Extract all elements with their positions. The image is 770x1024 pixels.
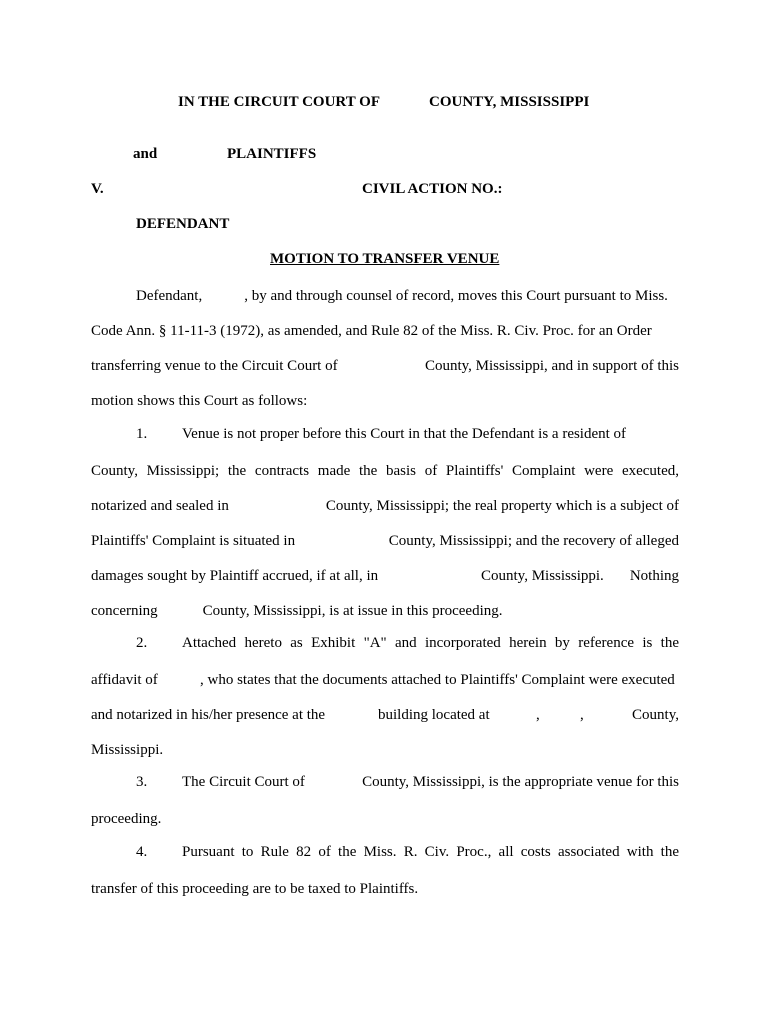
paragraph-text: County, Mississippi. bbox=[481, 568, 604, 584]
paragraph-1-line-6 bbox=[91, 601, 679, 621]
paragraph-1-line-5 bbox=[91, 566, 679, 586]
intro-line-3 bbox=[91, 356, 679, 376]
paragraph-text: Nothing bbox=[629, 568, 679, 584]
paragraph-text: concerning bbox=[91, 603, 158, 619]
paragraph-2-line-2 bbox=[91, 670, 679, 690]
paragraph-text: and notarized in his/her presence at the bbox=[91, 707, 326, 723]
paragraph-number-3: 3. bbox=[136, 774, 148, 790]
civil-action-number: CIVIL ACTION NO.: bbox=[362, 181, 503, 197]
intro-text: transferring venue to the Circuit Court of bbox=[91, 358, 338, 374]
paragraph-text: , bbox=[536, 707, 540, 723]
paragraph-text: County, Mississippi; and the recovery of alleged bbox=[388, 533, 679, 549]
intro-defendant-label: Defendant, bbox=[136, 288, 203, 304]
court-heading-suffix: COUNTY, MISSISSIPPI bbox=[429, 94, 590, 110]
paragraph-text: , bbox=[580, 707, 584, 723]
paragraph-text: affidavit of bbox=[91, 672, 158, 688]
document-title: MOTION TO TRANSFER VENUE bbox=[270, 251, 500, 267]
paragraph-text: County, Mississippi; the real property which is a subject of bbox=[325, 498, 679, 514]
court-heading-prefix: IN THE CIRCUIT COURT OF bbox=[178, 94, 381, 110]
paragraph-text: notarized and sealed in bbox=[91, 498, 229, 514]
paragraph-text: , who states that the documents attached to Plaintiffs' Complaint were executed bbox=[200, 672, 675, 688]
paragraph-number-2: 2. bbox=[136, 635, 148, 651]
intro-text: County, Mississippi, and in support of this bbox=[424, 358, 679, 374]
paragraph-text: County, Mississippi, is at issue in this proceeding. bbox=[202, 603, 503, 619]
paragraph-2-line-3 bbox=[91, 705, 679, 725]
paragraph-3-line-1 bbox=[182, 774, 679, 791]
caption-versus: V. bbox=[91, 181, 104, 197]
paragraph-text: County, bbox=[632, 707, 679, 723]
paragraph-text: damages sought by Plaintiff accrued, if at all, in bbox=[91, 568, 379, 584]
paragraph-text: building located at bbox=[378, 707, 490, 723]
paragraph-number-1: 1. bbox=[136, 426, 148, 442]
caption-defendant: DEFENDANT bbox=[136, 216, 230, 232]
intro-line-1 bbox=[91, 286, 679, 306]
paragraph-1-line-2: County, Mississippi; the contracts made the basis of Plaintiffs' Complaint were executed, bbox=[91, 463, 679, 479]
intro-line-4: motion shows this Court as follows: bbox=[91, 393, 308, 409]
paragraph-3-line-2: proceeding. bbox=[91, 811, 162, 827]
paragraph-4-line-2: transfer of this proceeding are to be taxed to Plaintiffs. bbox=[91, 881, 419, 897]
intro-text: , by and through counsel of record, moves this Court pursuant to Miss. bbox=[244, 288, 668, 304]
caption-plaintiffs: PLAINTIFFS bbox=[227, 146, 317, 162]
paragraph-4-line-1: Pursuant to Rule 82 of the Miss. R. Civ. Proc., all costs associated with the bbox=[182, 844, 679, 860]
paragraph-text: County, Mississippi, is the appropriate venue for this bbox=[362, 774, 679, 790]
intro-line-2: Code Ann. § 11-11-3 (1972), as amended, and Rule 82 of the Miss. R. Civ. Proc. for an Order bbox=[91, 323, 652, 339]
paragraph-2-line-4: Mississippi. bbox=[91, 742, 164, 758]
paragraph-number-4: 4. bbox=[136, 844, 148, 860]
paragraph-text: The Circuit Court of bbox=[182, 774, 305, 790]
paragraph-text: Plaintiffs' Complaint is situated in bbox=[91, 533, 296, 549]
paragraph-1-line-3 bbox=[91, 496, 679, 516]
caption-and: and bbox=[133, 146, 158, 162]
paragraph-2-line-1: Attached hereto as Exhibit "A" and incorporated herein by reference is the bbox=[182, 635, 679, 651]
paragraph-1-line-4 bbox=[91, 531, 679, 551]
paragraph-1-line-1: Venue is not proper before this Court in that the Defendant is a resident of bbox=[182, 426, 627, 442]
